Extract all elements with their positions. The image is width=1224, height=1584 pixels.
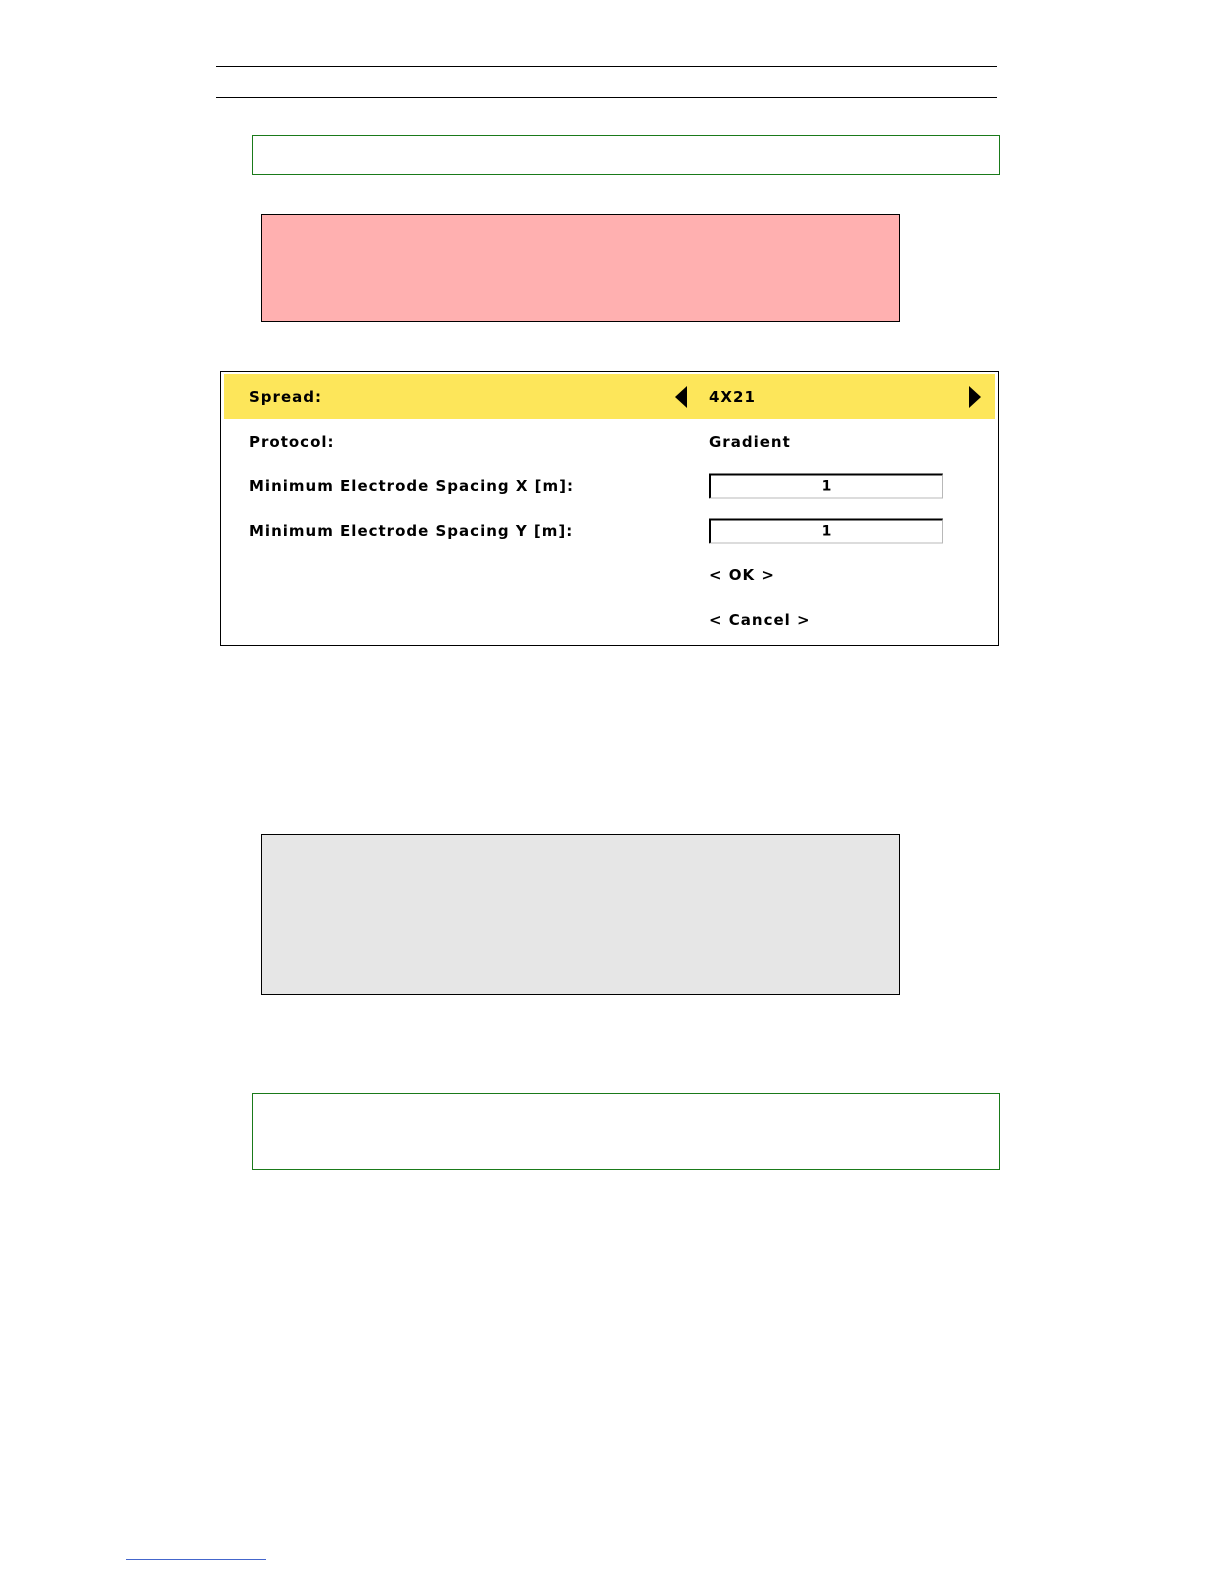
header-rule-bottom (216, 97, 997, 98)
spread-value: 4X21 (709, 387, 756, 406)
info-box (261, 834, 900, 995)
spacing-x-label: Minimum Electrode Spacing X [m]: (249, 476, 574, 495)
protocol-row[interactable] (224, 419, 995, 464)
note-box-top (252, 135, 1000, 175)
spread-row[interactable] (224, 374, 995, 419)
footnote-rule (126, 1559, 266, 1560)
spacing-x-row (224, 463, 995, 508)
spacing-y-input[interactable] (709, 518, 943, 543)
header-rule-top (216, 66, 997, 67)
warning-box (261, 214, 900, 322)
spacing-y-label: Minimum Electrode Spacing Y [m]: (249, 521, 574, 540)
protocol-value: Gradient (709, 432, 791, 451)
ok-button[interactable]: < OK > (709, 565, 775, 584)
ok-row (224, 552, 995, 597)
protocol-label: Protocol: (249, 432, 335, 451)
spacing-y-row (224, 508, 995, 553)
spacing-x-input[interactable] (709, 473, 943, 498)
previous-arrow-icon[interactable] (675, 386, 687, 408)
next-arrow-icon[interactable] (969, 386, 981, 408)
cancel-row (224, 597, 995, 642)
spread-label: Spread: (249, 387, 322, 406)
cancel-button[interactable]: < Cancel > (709, 610, 811, 629)
spread-settings-dialog (220, 371, 999, 646)
note-box-bottom (252, 1093, 1000, 1170)
